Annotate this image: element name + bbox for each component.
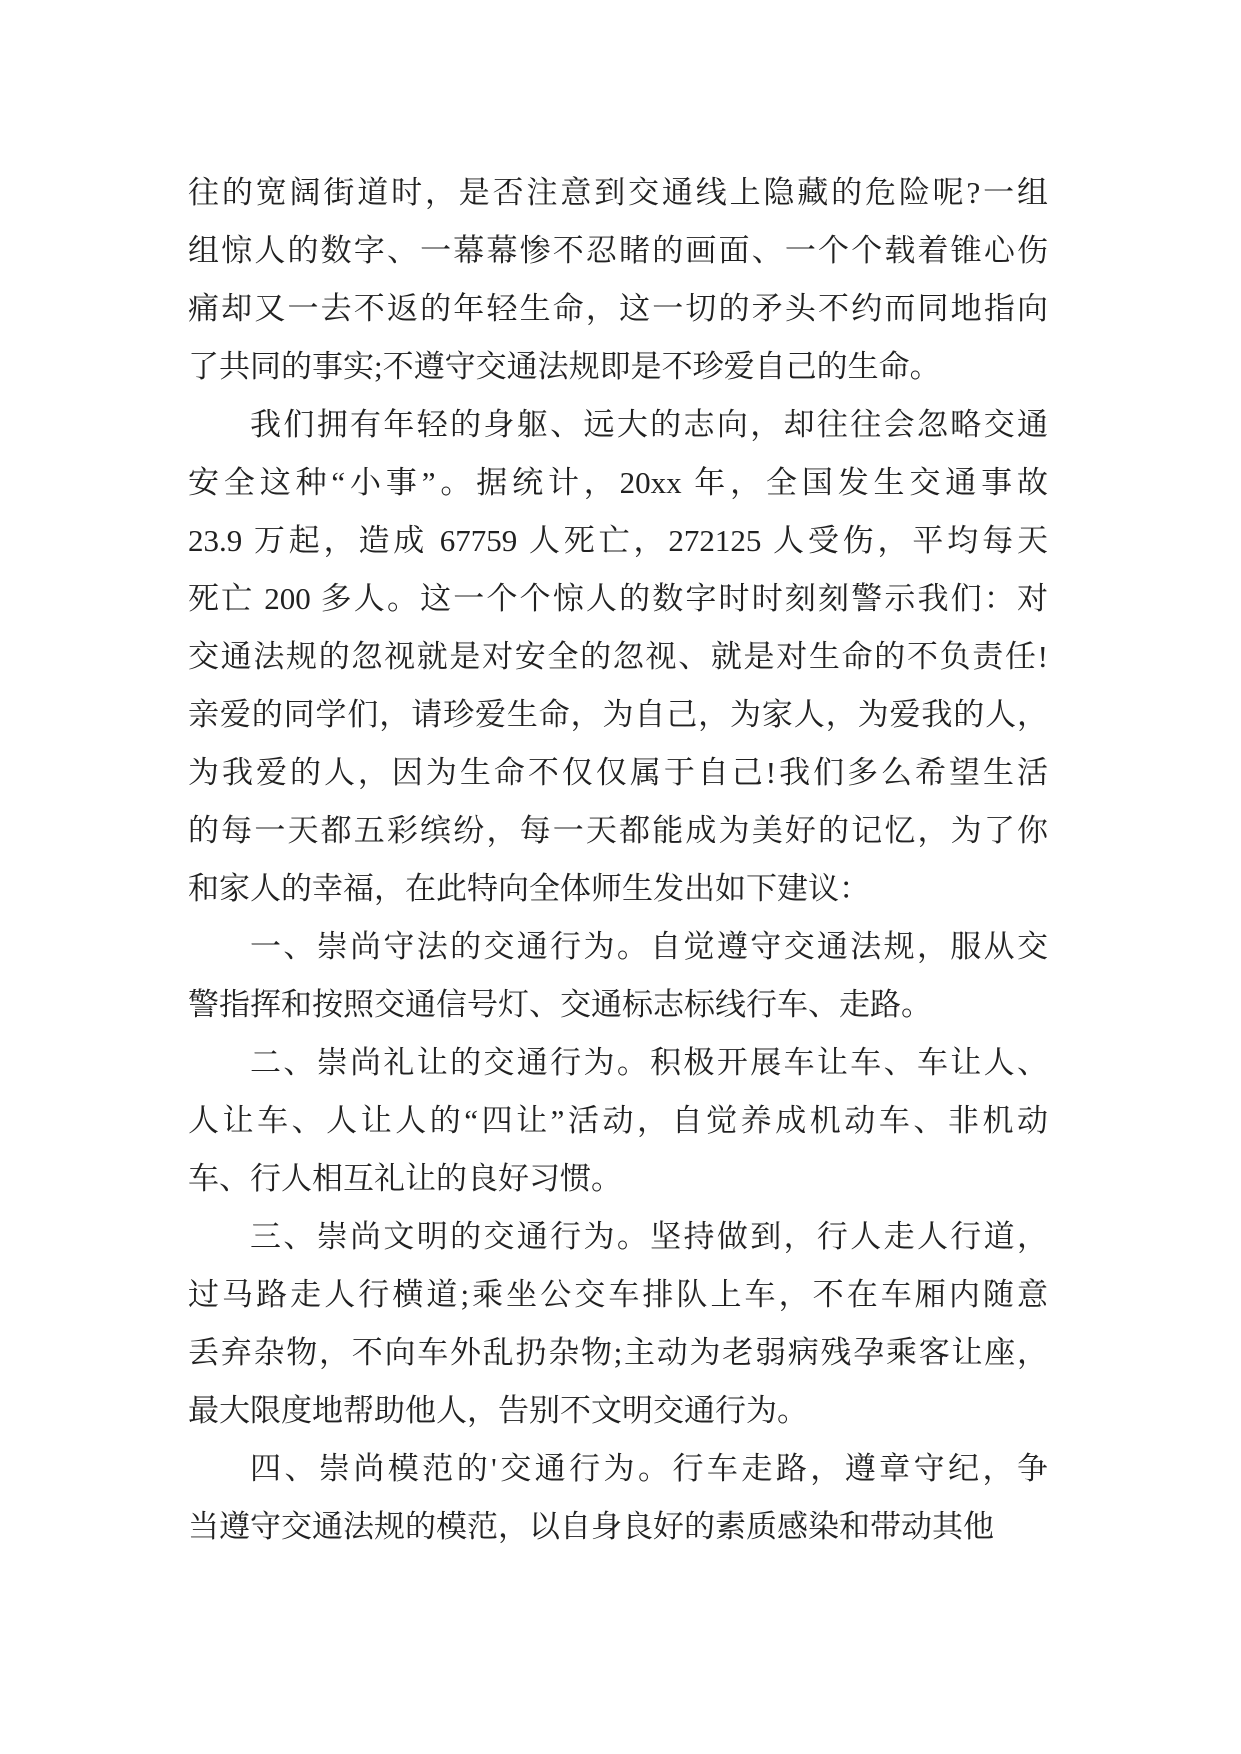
paragraph — [188, 918, 1048, 1034]
text-line: 四、崇尚模范的'交通行为。行车走路，遵章守纪，争 — [250, 1451, 1048, 1486]
text-line: 警指挥和按照交通信号灯、交通标志标线行车、走路。 — [188, 987, 932, 1022]
text-line: 当遵守交通法规的模范，以自身良好的素质感染和带动其他 — [188, 1509, 994, 1544]
text-line: 的每一天都五彩缤纷，每一天都能成为美好的记忆，为了你 — [188, 813, 1048, 848]
text-line: 为我爱的人，因为生命不仅仅属于自己!我们多么希望生活 — [188, 755, 1048, 790]
text-line: 组惊人的数字、一幕幕惨不忍睹的画面、一个个载着锥心伤 — [188, 233, 1048, 268]
text-line: 亲爱的同学们，请珍爱生命，为自己，为家人，为爱我的人， — [188, 697, 1048, 732]
paragraph — [188, 1034, 1048, 1208]
paragraph — [188, 1440, 1048, 1556]
text-line: 了共同的事实;不遵守交通法规即是不珍爱自己的生命。 — [188, 349, 941, 384]
text-line: 痛却又一去不返的年轻生命，这一切的矛头不约而同地指向 — [188, 291, 1048, 326]
text-line: 一、崇尚守法的交通行为。自觉遵守交通法规，服从交 — [250, 929, 1048, 964]
text-line: 23.9 万起，造成 67759 人死亡，272125 人受伤，平均每天 — [188, 523, 1048, 558]
text-line: 往的宽阔街道时，是否注意到交通线上隐藏的危险呢?一组 — [188, 175, 1048, 210]
paragraph — [188, 396, 1048, 918]
text-line: 人让车、人让人的“四让”活动，自觉养成机动车、非机动 — [188, 1103, 1048, 1138]
text-line: 我们拥有年轻的身躯、远大的志向，却往往会忽略交通 — [250, 407, 1048, 442]
text-line: 丢弃杂物，不向车外乱扔杂物;主动为老弱病残孕乘客让座， — [188, 1335, 1048, 1370]
paragraph — [188, 164, 1048, 396]
text-line: 死亡 200 多人。这一个个惊人的数字时时刻刻警示我们：对 — [188, 581, 1048, 616]
text-line: 二、崇尚礼让的交通行为。积极开展车让车、车让人、 — [250, 1045, 1048, 1080]
text-line: 过马路走人行横道;乘坐公交车排队上车，不在车厢内随意 — [188, 1277, 1048, 1312]
text-line: 交通法规的忽视就是对安全的忽视、就是对生命的不负责任! — [188, 639, 1048, 674]
document-body — [188, 164, 1048, 1556]
paragraph — [188, 1208, 1048, 1440]
text-line: 车、行人相互礼让的良好习惯。 — [188, 1161, 622, 1196]
text-line: 三、崇尚文明的交通行为。坚持做到，行人走人行道， — [250, 1219, 1048, 1254]
text-line: 安全这种“小事”。据统计，20xx 年，全国发生交通事故 — [188, 465, 1048, 500]
text-line: 最大限度地帮助他人，告别不文明交通行为。 — [188, 1393, 808, 1428]
text-line: 和家人的幸福，在此特向全体师生发出如下建议： — [188, 871, 870, 906]
